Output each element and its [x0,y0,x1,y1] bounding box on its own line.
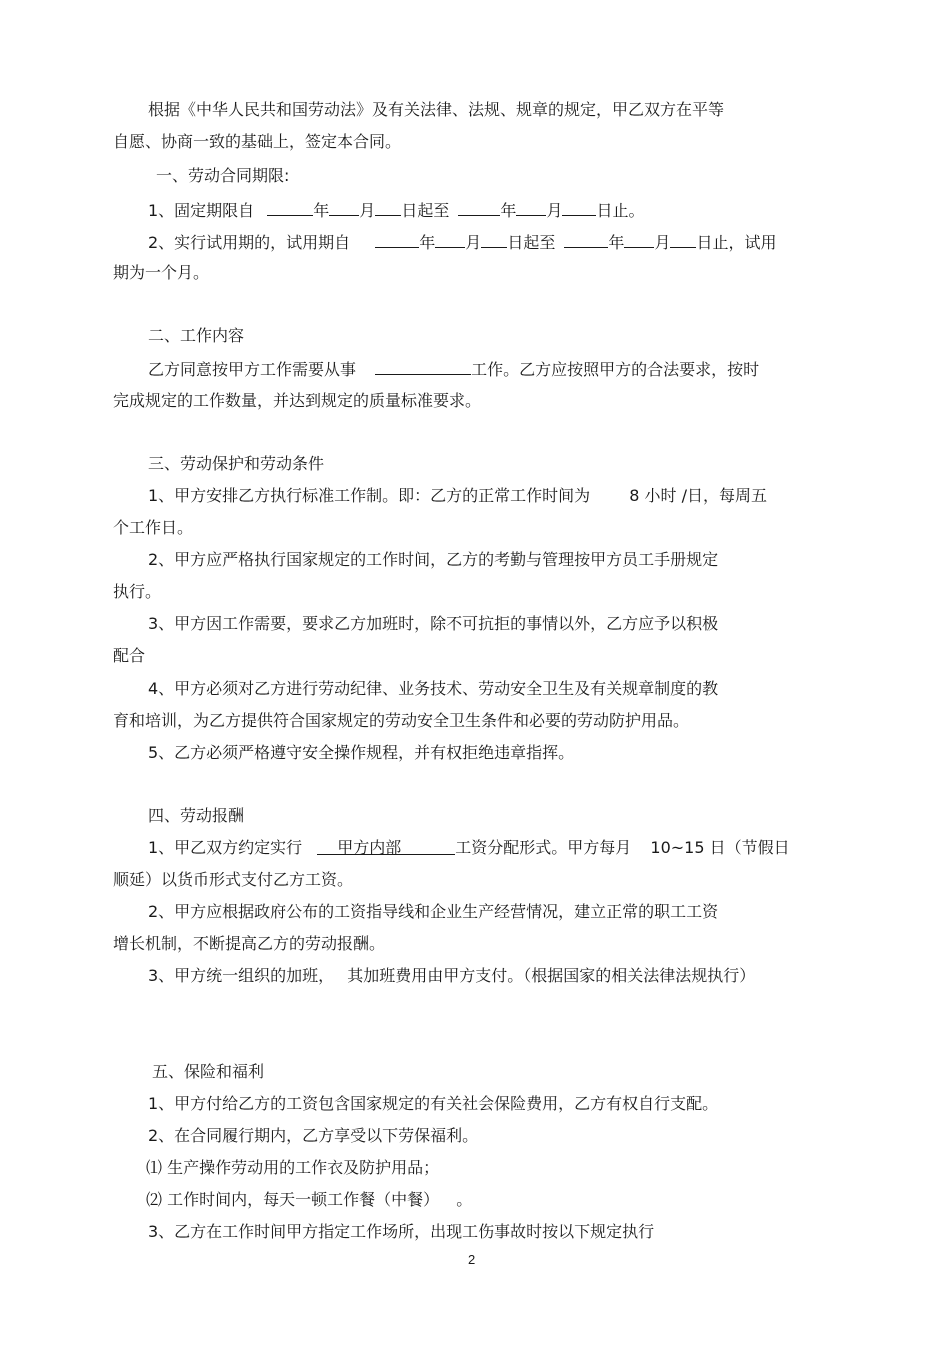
benefit-item-2: 2、在合同履行期内，乙方享受以下劳保福利。 [148,1126,479,1145]
preamble-line-1: 根据《中华人民共和国劳动法》及有关法律、法规、规章的规定，甲乙双方在平等 [148,100,725,119]
benefit-subitem-2-end: 。 [456,1190,473,1209]
pay-item-1 [148,838,790,858]
pay-item-1-lead: 1、甲乙双方约定实行 [148,838,303,857]
section-3-heading: 三、劳动保护和劳动条件 [148,454,325,473]
blank-field [624,231,654,248]
benefit-subitem-1: ⑴ 生产操作劳动用的工作衣及防护用品； [146,1158,440,1177]
work-content-line-1 [148,358,759,378]
blank-field [435,231,465,248]
protection-item-5: 5、乙方必须严格遵守安全操作规程，并有权拒绝违章指挥。 [148,743,575,762]
month-label: 月 [546,201,563,220]
protection-item-2: 2、甲方应严格执行国家规定的工作时间，乙方的考勤与管理按甲方员工手册规定 [148,550,719,569]
term-fixed-lead: 1、固定期限自 [148,201,255,220]
year-label: 年 [419,233,436,252]
pay-item-3 [148,966,755,986]
blank-field [329,199,359,216]
year-label: 年 [313,201,330,220]
work-hours-text: 8 小时 /日，每周五 [629,486,768,505]
protection-item-3: 3、甲方因工作需要，要求乙方加班时，除不可抗拒的事情以外，乙方应予以积极 [148,614,719,633]
month-label: 月 [359,201,376,220]
blank-field [670,231,696,248]
blank-field [481,231,507,248]
blank-field [375,231,419,248]
protection-item-4: 4、甲方必须对乙方进行劳动纪律、业务技术、劳动安全卫生及有关规章制度的教 [148,679,719,698]
pay-item-3-lead: 3、甲方统一组织的加班， [148,966,335,985]
pay-item-1-cont: 顺延）以货币形式支付乙方工资。 [113,870,354,889]
pay-item-1-mid: 工资分配形式。甲方每月 [455,838,632,857]
term-fixed-line [148,199,644,219]
day-to-label: 日止，试用 [696,233,777,252]
protection-item-4-cont: 育和培训，为乙方提供符合国家规定的劳动安全卫生条件和必要的劳动防护用品。 [113,711,690,730]
work-content-rest: 工作。乙方应按照甲方的合法要求，按时 [471,360,760,379]
protection-item-3-cont: 配合 [113,646,146,665]
benefit-subitem-2 [146,1190,472,1210]
page-number: 2 [468,1252,476,1267]
protection-item-1-cont: 个工作日。 [113,518,194,537]
blank-field [564,231,608,248]
blank-field [267,199,313,216]
pay-item-3-rest: 其加班费用由甲方支付。（根据国家的相关法律法规执行） [347,966,756,985]
section-4-heading: 四、劳动报酬 [148,806,245,825]
month-label: 月 [654,233,671,252]
section-5-heading: 五、保险和福利 [152,1062,265,1081]
day-to-label: 日止。 [596,201,645,220]
benefit-item-1: 1、甲方付给乙方的工资包含国家规定的有关社会保险费用，乙方有权自行支配。 [148,1094,719,1113]
pay-item-2-cont: 增长机制，不断提高乙方的劳动报酬。 [113,934,386,953]
benefit-subitem-2-text: ⑵ 工作时间内，每天一顿工作餐（中餐） [146,1190,440,1209]
job-blank-field [375,358,471,375]
blank-field [562,199,596,216]
blank-field [458,199,500,216]
protection-item-2-cont: 执行。 [113,582,162,601]
work-content-line-2: 完成规定的工作数量，并达到规定的质量标准要求。 [113,391,482,410]
protection-item-1 [148,486,767,506]
preamble-line-2: 自愿、协商一致的基础上，签定本合同。 [113,132,402,151]
month-label: 月 [465,233,482,252]
pay-form-filled-field: 甲方内部 [317,838,455,855]
work-content-lead: 乙方同意按甲方工作需要从事 [148,360,357,379]
section-1-heading: 一、劳动合同期限: [156,166,290,185]
protection-item-1-text: 1、甲方安排乙方执行标准工作制。即：乙方的正常工作时间为 [148,486,591,505]
day-from-label: 日起至 [507,233,556,252]
pay-day-text: 10~15 日（节假日 [650,838,790,857]
blank-field [375,199,401,216]
year-label: 年 [608,233,625,252]
day-from-label: 日起至 [401,201,450,220]
benefit-item-3: 3、乙方在工作时间甲方指定工作场所，出现工伤事故时按以下规定执行 [148,1222,655,1241]
term-probation-line [148,231,776,251]
pay-item-2: 2、甲方应根据政府公布的工资指导线和企业生产经营情况，建立正常的职工工资 [148,902,719,921]
term-probation-lead: 2、实行试用期的，试用期自 [148,233,351,252]
blank-field [516,199,546,216]
section-2-heading: 二、工作内容 [148,326,245,345]
term-probation-cont: 期为一个月。 [113,263,210,282]
year-label: 年 [500,201,517,220]
